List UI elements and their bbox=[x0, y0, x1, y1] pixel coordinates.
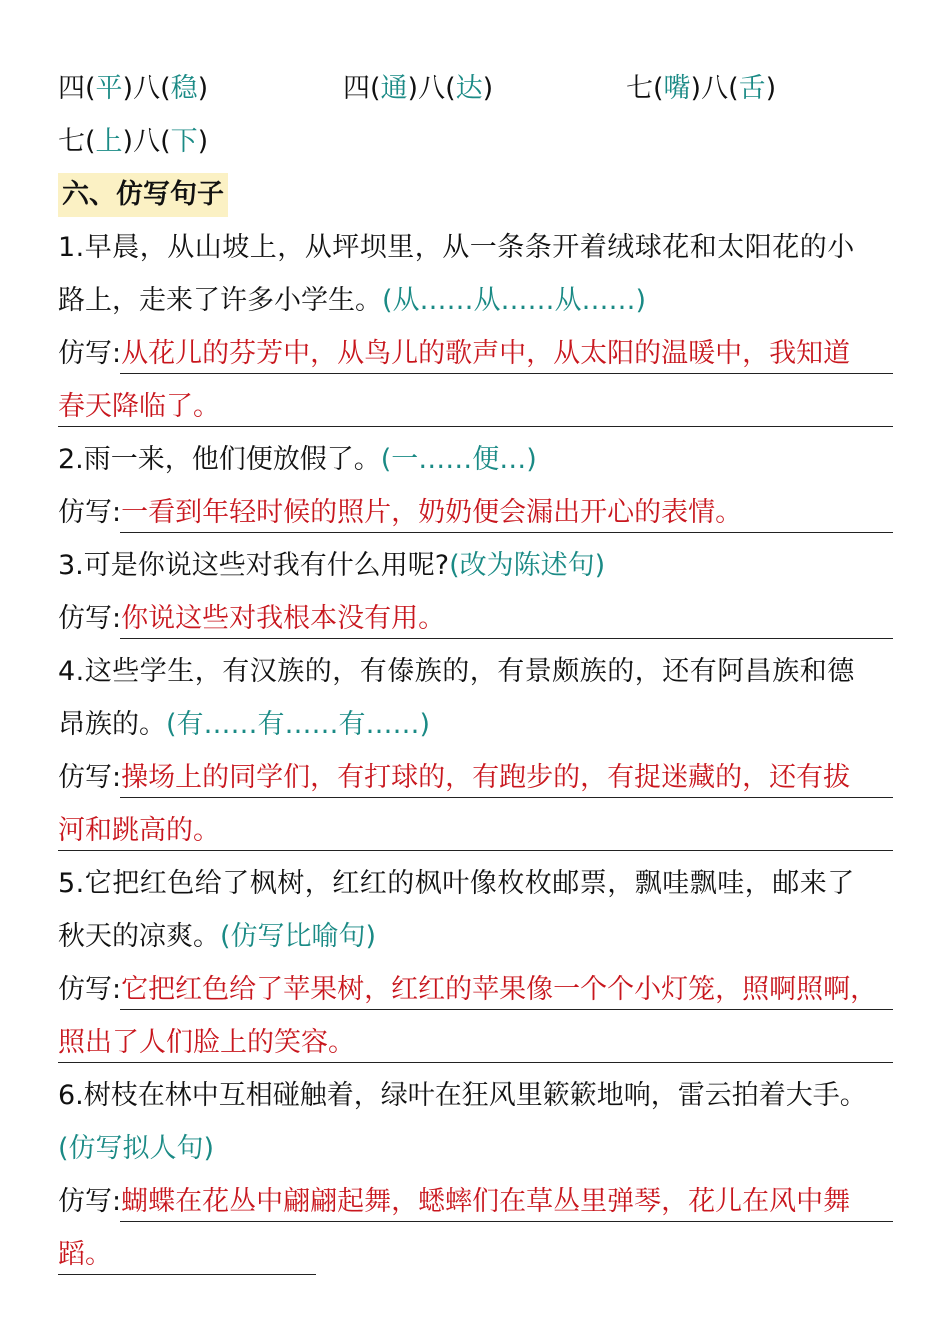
answer-line bbox=[58, 963, 893, 1016]
question-line: 3.可是你说这些对我有什么用呢?(改为陈述句) bbox=[58, 550, 606, 581]
question-line: 4.这些学生，有汉族的，有傣族的，有景颇族的，还有阿昌族和德 bbox=[58, 656, 855, 687]
idiom-row bbox=[58, 62, 893, 115]
idiom-item: 四(平)八(稳) bbox=[58, 73, 209, 104]
answer-text: 它把红色给了苹果树，红红的苹果像一个个小灯笼，照啊照啊， bbox=[121, 974, 878, 1005]
answer-underline bbox=[58, 426, 893, 427]
answer-text: 照出了人们脸上的笑容。 bbox=[58, 1027, 355, 1058]
idiom-row bbox=[58, 115, 893, 168]
answer-label: 仿写: bbox=[58, 1186, 122, 1217]
answer-underline bbox=[58, 1274, 316, 1275]
question-hint: (从……从……从……) bbox=[382, 285, 647, 316]
question-hint: (有……有……有……) bbox=[166, 709, 431, 740]
answer-text: 从花儿的芬芳中，从鸟儿的歌声中，从太阳的温暖中，我知道 bbox=[121, 338, 851, 369]
answer-underline bbox=[58, 1062, 893, 1063]
question-line bbox=[58, 1122, 893, 1175]
answer-line bbox=[58, 751, 893, 804]
idiom-answer: 舌 bbox=[738, 73, 766, 104]
question-hint: (仿写比喻句) bbox=[220, 921, 377, 952]
idiom-answer: 通 bbox=[380, 73, 408, 104]
answer-line bbox=[58, 380, 893, 433]
question-line: 1.早晨，从山坡上，从坪坝里，从一条条开着绒球花和太阳花的小 bbox=[58, 232, 855, 263]
answer-text: 一看到年轻时候的照片，奶奶便会漏出开心的表情。 bbox=[121, 497, 743, 528]
question-line: 5.它把红色给了枫树，红红的枫叶像枚枚邮票，飘哇飘哇，邮来了 bbox=[58, 868, 855, 899]
answer-line bbox=[58, 592, 893, 645]
idiom-answer: 上 bbox=[95, 126, 123, 157]
answer-label: 仿写: bbox=[58, 497, 122, 528]
idiom-item: 七(嘴)八(舌) bbox=[626, 73, 777, 104]
answer-underline bbox=[120, 373, 893, 374]
question-line: 6.树枝在林中互相碰触着，绿叶在狂风里簌簌地响，雷云拍着大手。 bbox=[58, 1080, 867, 1111]
idiom-answer: 达 bbox=[455, 73, 483, 104]
answer-line bbox=[58, 1016, 893, 1069]
answer-text: 河和跳高的。 bbox=[58, 815, 220, 846]
answer-line bbox=[58, 804, 893, 857]
answer-line bbox=[58, 327, 893, 380]
answer-label: 仿写: bbox=[58, 338, 122, 369]
answer-label: 仿写: bbox=[58, 974, 122, 1005]
answer-underline bbox=[58, 850, 893, 851]
answer-text: 操场上的同学们，有打球的，有跑步的，有捉迷藏的，还有拔 bbox=[121, 762, 851, 793]
answer-line bbox=[58, 1228, 893, 1281]
answer-label: 仿写: bbox=[58, 603, 122, 634]
question-line: 2.雨一来，他们便放假了。(一……便…) bbox=[58, 444, 537, 475]
answer-line bbox=[58, 486, 893, 539]
answer-underline bbox=[120, 532, 893, 533]
question-line: 秋天的凉爽。(仿写比喻句) bbox=[58, 921, 377, 952]
idiom-answer: 下 bbox=[170, 126, 198, 157]
answer-text: 春天降临了。 bbox=[58, 391, 220, 422]
answer-underline bbox=[120, 1221, 893, 1222]
idiom-answer: 稳 bbox=[170, 73, 198, 104]
answer-underline bbox=[120, 797, 893, 798]
question-hint: (一……便…) bbox=[380, 444, 537, 475]
question-hint: (改为陈述句) bbox=[449, 550, 606, 581]
worksheet-page bbox=[58, 62, 893, 1281]
section-heading-row bbox=[58, 168, 893, 221]
section-title: 六、仿写句子 bbox=[58, 173, 228, 217]
answer-text: 蝴蝶在花丛中翩翩起舞，蟋蟀们在草丛里弹琴，花儿在风中舞 bbox=[121, 1186, 851, 1217]
answer-label: 仿写: bbox=[58, 762, 122, 793]
answer-underline bbox=[120, 1009, 893, 1010]
idiom-answer: 嘴 bbox=[663, 73, 691, 104]
idiom-item: 四(通)八(达) bbox=[343, 73, 494, 104]
idiom-answer: 平 bbox=[95, 73, 123, 104]
answer-text: 你说这些对我根本没有用。 bbox=[121, 603, 446, 634]
answer-underline bbox=[120, 638, 893, 639]
question-line: 昂族的。(有……有……有……) bbox=[58, 709, 431, 740]
idiom-item: 七(上)八(下) bbox=[58, 126, 209, 157]
question-hint: (仿写拟人句) bbox=[58, 1133, 215, 1164]
answer-text: 蹈。 bbox=[58, 1239, 112, 1270]
question-line: 路上，走来了许多小学生。(从……从……从……) bbox=[58, 285, 647, 316]
answer-line bbox=[58, 1175, 893, 1228]
